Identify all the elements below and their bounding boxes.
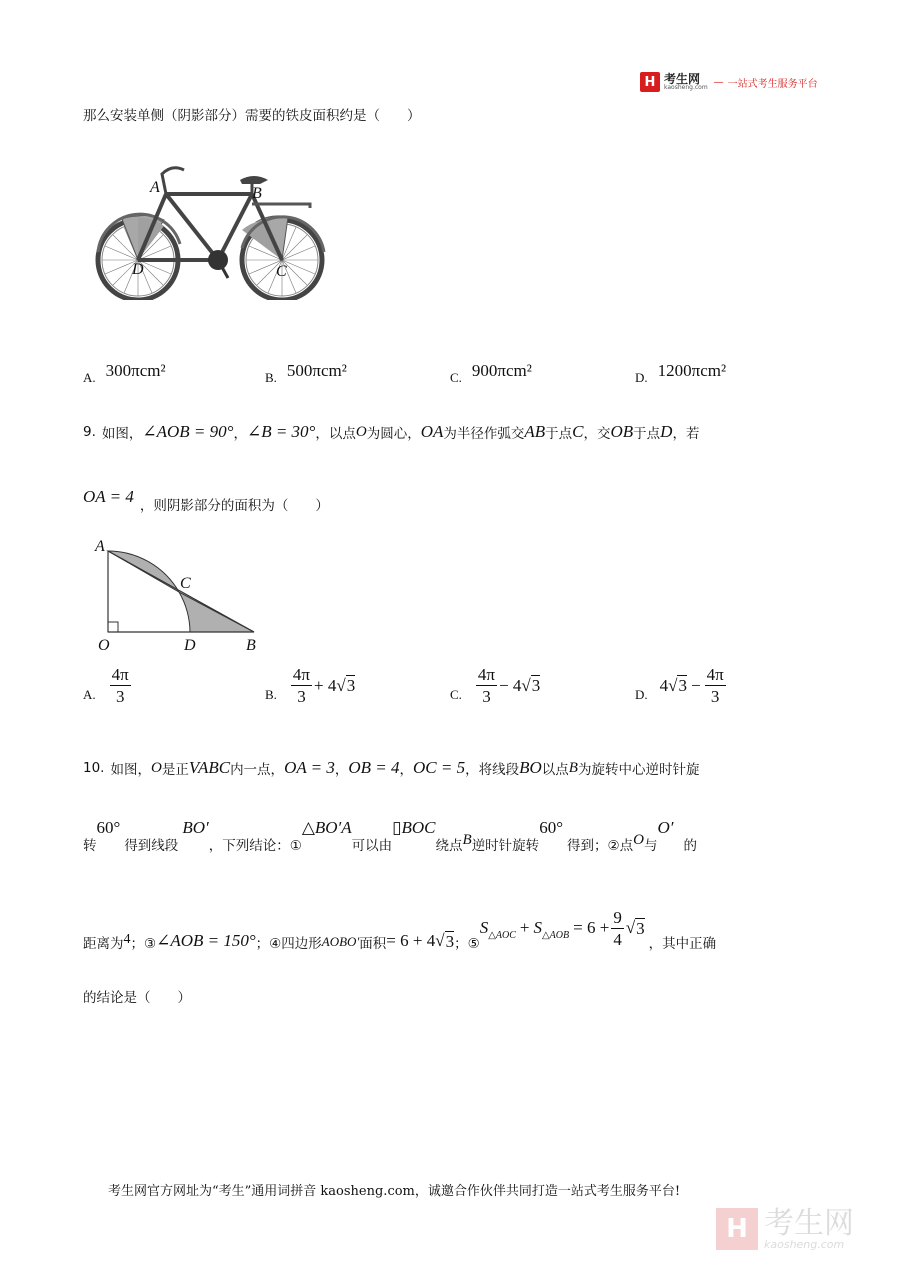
header-logo: H 考生网 kaosheng.com — 一站式考生服务平台 (640, 72, 818, 92)
q9-label-o: O (98, 637, 110, 652)
q9-number: 9. (83, 424, 96, 440)
q9-line2: OA = 4 ，则阴影部分的面积为（ ） (83, 487, 329, 514)
q9-label-c: C (180, 575, 191, 592)
q9-figure (92, 536, 272, 652)
q10-number: 10. (83, 760, 105, 776)
logo-name: 考生网 (664, 72, 701, 86)
q10-line4: 的结论是（ ） (83, 990, 191, 1006)
q10-line1: 10. 如图， O 是正 VABC 内一点， OA = 3 ， OB = 4 ， OC = 5 ，将线段 BO 以点 B 为旋转中心逆时针旋 (83, 758, 700, 778)
q8-option-c[interactable]: C. 900πcm² (450, 361, 532, 385)
watermark-mark: H (716, 1208, 758, 1250)
watermark-sub: kaosheng.com (764, 1237, 845, 1251)
q9-label-d: D (184, 637, 196, 652)
watermark-name: 考生网 (764, 1205, 854, 1241)
q9-option-a[interactable]: A. $\frac{4\pi}{3}$ (83, 665, 129, 706)
logo-mark: H (640, 72, 660, 92)
q10-line3: 距离为 4 ；③ ∠AOB = 150° ；④四边形 AOBO′ 面积 = 6 + 4 √ 3 ；⑤ S △AOC + S △AOB = 6 + $\frac{9}{4}$ √ 3 ，其中正确 (83, 907, 717, 952)
q8-option-a[interactable]: A. 300πcm² (83, 361, 166, 385)
q10-line2: 转 60° 得到线段 BO′ ，下列结论：① △BO′A 可以由 ▯BOC 绕点 B 逆时针旋转 60° 得到；②点 O 与 O′ 的 (83, 818, 697, 854)
footer-watermark (716, 1205, 854, 1251)
q8-option-b[interactable]: B. 500πcm² (265, 361, 347, 385)
bike-label-c: C (276, 263, 287, 280)
bike-label-d: D (132, 261, 144, 278)
bike-label-a: A (150, 179, 160, 196)
q9-option-d[interactable]: D. 4 √ 3 − $\frac{4\pi}{3}$ (635, 665, 724, 706)
header-slogan: 一站式考生服务平台 (727, 78, 818, 90)
q9-option-c[interactable]: C. $\frac{4\pi}{3}$ − 4 √ 3 (450, 665, 541, 706)
q8-option-d[interactable]: D. 1200πcm² (635, 361, 727, 385)
logo-sub: kaosheng.com (664, 84, 708, 91)
q8-text: 那么安装单侧（阴影部分）需要的铁皮面积约是（ ） (83, 108, 421, 124)
q9-line1: 9. 如图， ∠AOB = 90° ， ∠B = 30° ，以点 O 为圆心， OA 为半径作弧交 AB 于点 C ，交 OB 于点 D ，若 (83, 422, 700, 442)
bike-label-b: B (252, 185, 262, 202)
q9-option-b[interactable]: B. $\frac{4\pi}{3}$ + 4 √ 3 (265, 665, 356, 706)
bicycle-figure (92, 160, 332, 300)
footer-text: 考生网官方网址为“考生”通用词拼音 kaosheng.com，诚邀合作伙伴共同打造一站式考生服务平台! (108, 1184, 681, 1199)
q9-label-a: A (95, 538, 105, 555)
q9-label-b: B (246, 637, 256, 652)
